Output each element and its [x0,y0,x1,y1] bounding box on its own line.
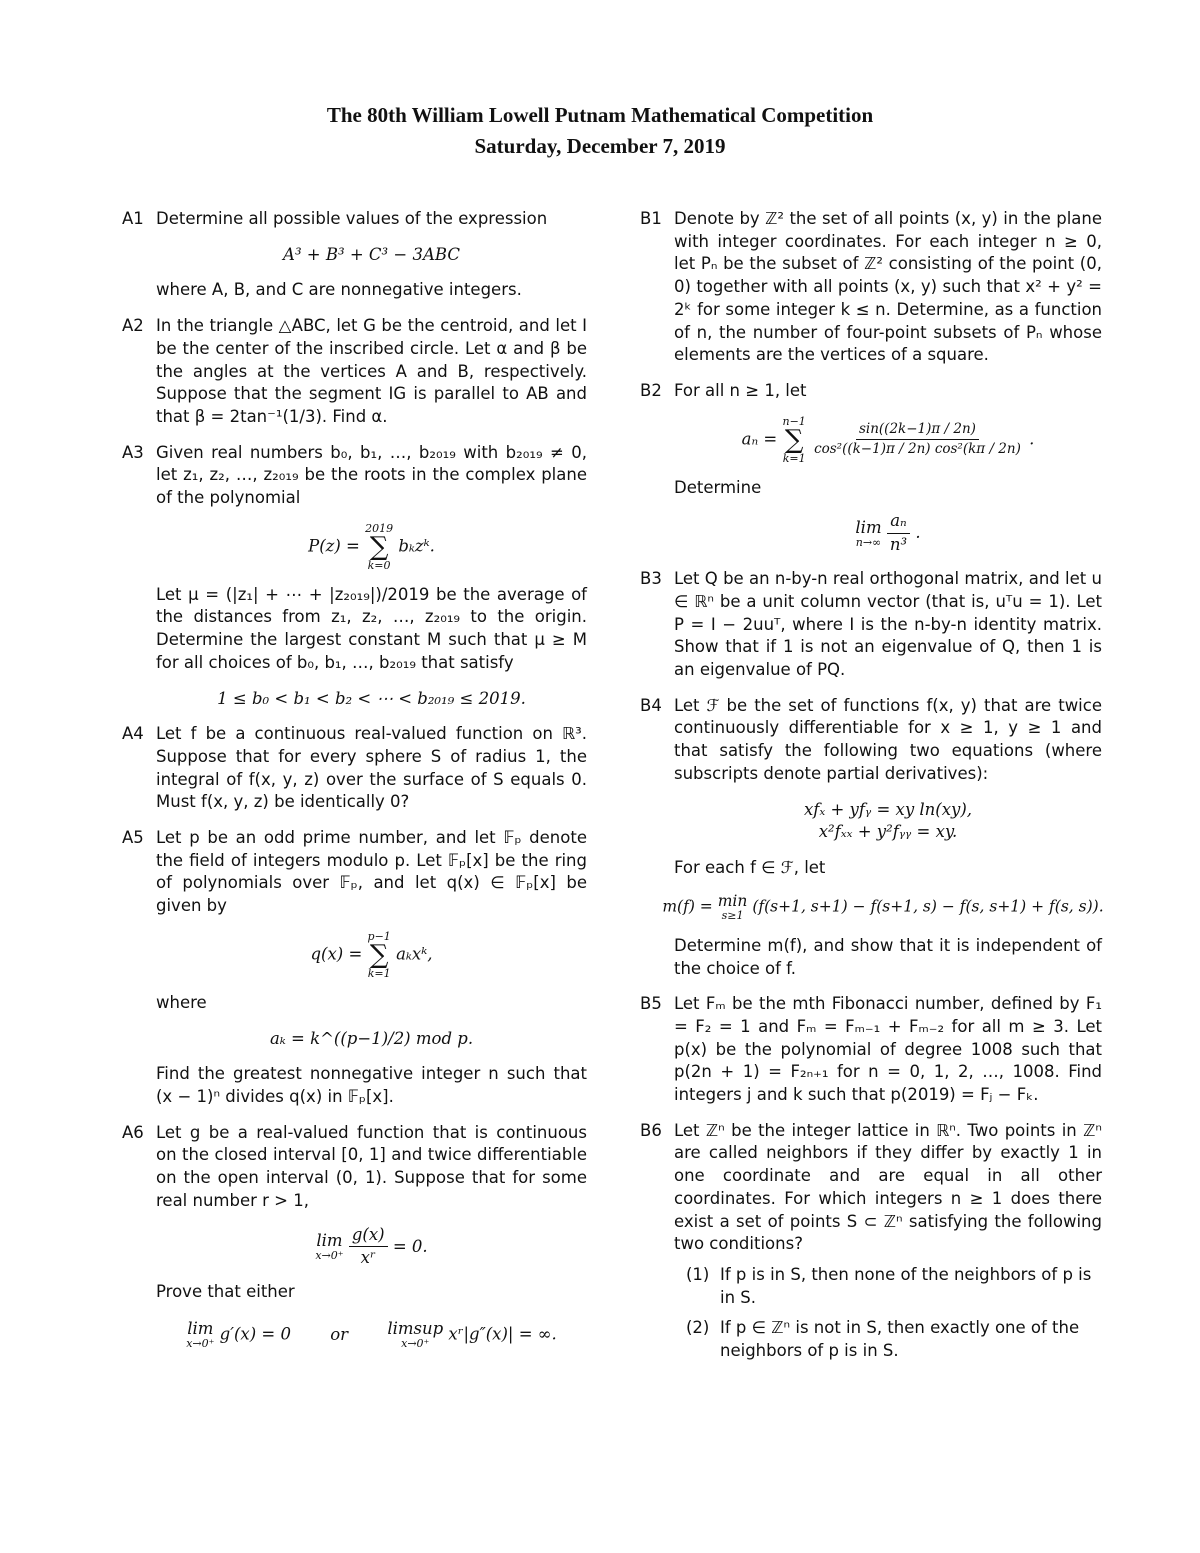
problem-a4 [122,723,587,814]
sum-upper-limit: n−1 [782,414,806,428]
problem-text: Let p be an odd prime number, and let 𝔽ₚ denote the field of integers modulo p. Let 𝔽ₚ[x] be the ring of polynomials over 𝔽ₚ, and let q(x) ∈ 𝔽ₚ[x] be given by [156,828,587,916]
sum-lower-limit: k=1 [782,451,806,465]
problem-a6 [122,1122,587,1351]
problem-text-2: Prove that either [156,1282,295,1302]
problem-text: Let ℱ be the set of functions f(x, y) that are twice continuously differentiable for x ≥ 1, y ≥ 1 and that satisfy the following two equations (where subscripts denote partial derivatives): [674,695,1102,783]
problem-a1 [122,208,587,302]
fraction [887,512,910,555]
limsup-subscript: x→0⁺ [401,1337,430,1351]
problem-text-2: Determine [674,477,762,497]
condition-list [686,1264,1102,1363]
display-equation-2 [674,512,1102,555]
problem-text: Let g be a real-valued function that is continuous on the closed interval [0, 1] and twice differentiable on the open interval (0, 1). Suppose that for some real number r > 1, [156,1122,587,1210]
fraction-numerator: sin((2k−1)π / 2n) [856,422,979,441]
limit-operator [315,1232,343,1262]
problem-b2 [640,380,1102,555]
right-column [640,208,1102,1376]
problem-label: A2 [122,316,144,336]
problem-label: A5 [122,828,144,848]
limsup-word: limsup [387,1319,444,1339]
problem-b5 [640,993,1102,1107]
sum-upper-limit: 2019 [365,521,394,535]
equation-lhs: m(f) = [662,897,713,916]
display-equation-2: 1 ≤ b₀ < b₁ < b₂ < ⋯ < b₂₀₁₉ ≤ 2019. [217,688,526,708]
problem-a2 [122,315,587,429]
problem-label: A6 [122,1122,144,1142]
problem-label: A1 [122,209,144,228]
equation-system [674,799,1102,844]
limsup-operator [387,1320,443,1350]
page-title [0,100,1200,162]
limit-word: lim [187,1319,214,1339]
problem-text-3: Find the greatest nonnegative integer n such that (x − 1)ⁿ divides q(x) in 𝔽ₚ[x]. [156,1064,587,1106]
sum-lower-limit: k=0 [367,558,391,572]
equation-rhs: bₖzᵏ. [398,536,435,556]
equation-lhs: q(x) = [310,944,363,964]
equation-tail: . [915,523,921,543]
problem-text-2: where [156,992,207,1012]
problem-text: In the triangle △ABC, let G be the centroid, and let I be the center of the inscribed circle. Let α and β be the angles at the vertices A and B, respectively. Suppose that the segment IG is parallel to AB and that β = 2tan⁻¹(1/3). Find α. [156,316,587,426]
title-line-1: The 80th William Lowell Putnam Mathematical Competition [326,103,874,127]
equation-rhs: aₖxᵏ, [396,944,433,964]
display-equation: A³ + B³ + C³ − 3ABC [283,244,460,264]
summation [365,523,393,571]
limit-operator [855,519,881,549]
min-subscript: s≥1 [721,908,744,922]
limit-subscript: x→0⁺ [186,1337,215,1351]
summation [783,416,806,464]
condition-number: (1) [686,1264,710,1284]
sum-lower-limit: k=1 [367,966,391,980]
display-equation [156,1226,587,1269]
fraction-numerator: g(x) [349,1226,388,1248]
display-equation-2 [156,1320,587,1350]
summation [368,931,391,979]
limit-operator [186,1320,214,1350]
problem-label: B3 [640,569,662,589]
sigma-symbol: ∑ [784,424,804,455]
problem-text-2: Let μ = (|z₁| + ⋯ + |z₂₀₁₉|)/2019 be the average of the distances from z₁, z₂, …, z₂₀₁₉ to the origin. Determine the largest constant M such that μ ≥ M for all choices of b₀, b₁, …, b₂₀₁₉ that satisfy [156,584,587,672]
problem-b3 [640,568,1102,682]
problem-text-2: For each f ∈ ℱ, let [674,858,826,877]
problem-label: B4 [640,695,662,715]
left-column [122,208,587,1363]
problem-b1 [640,208,1102,367]
equation-2: x²fₓₓ + y²fᵧᵧ = xy. [818,822,958,842]
equation-tail: . [1029,429,1035,449]
equation-rhs: (f(s+1, s+1) − f(s+1, s) − f(s, s+1) + f(s, s)). [752,897,1104,916]
condition-number: (2) [686,1318,710,1338]
fraction-denominator: xʳ [360,1248,376,1268]
problem-text: Determine all possible values of the expression [156,209,548,228]
condition-text: If p is in S, then none of the neighbors of p is in S. [720,1264,1092,1307]
equation-1: xfₓ + yfᵧ = xy ln(xy), [803,799,973,819]
problem-label: B1 [640,209,662,228]
problem-text-3: Determine m(f), and show that it is independent of the choice of f. [674,935,1102,978]
fraction [349,1226,388,1269]
problem-label: B6 [640,1120,662,1140]
equation-tail: = 0. [392,1236,428,1256]
condition-text: If p ∈ ℤⁿ is not in S, then exactly one of the neighbors of p is in S. [720,1318,1080,1361]
limit-subscript: x→0⁺ [315,1249,344,1262]
problem-text: For all n ≥ 1, let [674,380,807,400]
limit-subscript: n→∞ [855,535,882,549]
sum-upper-limit: p−1 [367,929,391,943]
problem-label: B2 [640,380,662,400]
display-equation [674,416,1102,464]
problem-a5 [122,827,587,1109]
problem-label: A4 [122,724,144,744]
min-operator [718,893,748,922]
limit-word: lim [316,1230,343,1250]
fraction-denominator: cos²((k−1)π / 2n) cos²(kπ / 2n) [814,441,1021,458]
problem-b6 [640,1120,1102,1363]
condition-item [686,1317,1102,1362]
equation-lhs: aₙ = [741,429,778,449]
problem-b4 [640,695,1102,980]
display-equation [622,893,1144,922]
problem-text: Let Q be an n-by-n real orthogonal matrix, and let u ∈ ℝⁿ be a unit column vector (that is, uᵀu = 1). Let P = I − 2uuᵀ, where I is the n-by-n identity matrix. Show that if 1 is not an eigenvalue of Q, then 1 is an eigenvalue of PQ. [674,569,1102,680]
sigma-symbol: ∑ [369,939,389,970]
equation-lhs: P(z) = [308,536,360,556]
problem-text: Denote by ℤ² the set of all points (x, y) in the plane with integer coordinates. For each integer n ≥ 0, let Pₙ be the subset of ℤ² consisting of the point (0, 0) together with all points (x, y) such that x² + y² = 2ᵏ for some integer k ≤ n. Determine, as a function of n, the number of four-point subsets of Pₙ whose elements are the vertices of a square. [674,209,1102,365]
limit-word: lim [855,517,882,537]
display-equation [156,523,587,571]
fraction [811,422,1024,458]
or-word: or [330,1324,349,1344]
problem-label: A3 [122,442,144,462]
min-word: min [717,891,748,910]
title-line-2: Saturday, December 7, 2019 [474,134,726,158]
equation-part-b: xʳ|g″(x)| = ∞. [448,1324,557,1344]
problem-a3 [122,442,587,711]
problem-text-2: where A, B, and C are nonnegative integers. [156,280,522,300]
problem-label: B5 [640,994,662,1014]
problem-text: Given real numbers b₀, b₁, …, b₂₀₁₉ with b₂₀₁₉ ≠ 0, let z₁, z₂, …, z₂₀₁₉ be the roots in the complex plane of the polynomial [156,442,587,508]
display-equation [156,931,587,979]
equation-part-a: g′(x) = 0 [219,1324,291,1344]
sigma-symbol: ∑ [369,531,389,562]
fraction-denominator: n³ [889,535,908,555]
condition-item [686,1264,1102,1309]
problem-text: Let f be a continuous real-valued function on ℝ³. Suppose that for every sphere S of radius 1, the integral of f(x, y, z) over the surface of S equals 0. Must f(x, y, z) be identically 0? [156,724,587,812]
problem-text: Let ℤⁿ be the integer lattice in ℝⁿ. Two points in ℤⁿ are called neighbors if they differ by exactly 1 in one coordinate and are equal in all other coordinates. For which integers n ≥ 1 does there exist a set of points S ⊂ ℤⁿ satisfying the following two conditions? [674,1120,1102,1254]
problem-text: Let Fₘ be the mth Fibonacci number, defined by F₁ = F₂ = 1 and Fₘ = Fₘ₋₁ + Fₘ₋₂ for all m ≥ 3. Let p(x) be the polynomial of degree 1008 such that p(2n + 1) = F₂ₙ₊₁ for n = 0, 1, 2, …, 1008. Find integers j and k such that p(2019) = Fⱼ − Fₖ. [674,994,1102,1105]
display-equation-2: aₖ = k^((p−1)/2) mod p. [269,1028,474,1048]
fraction-numerator: aₙ [887,512,910,534]
